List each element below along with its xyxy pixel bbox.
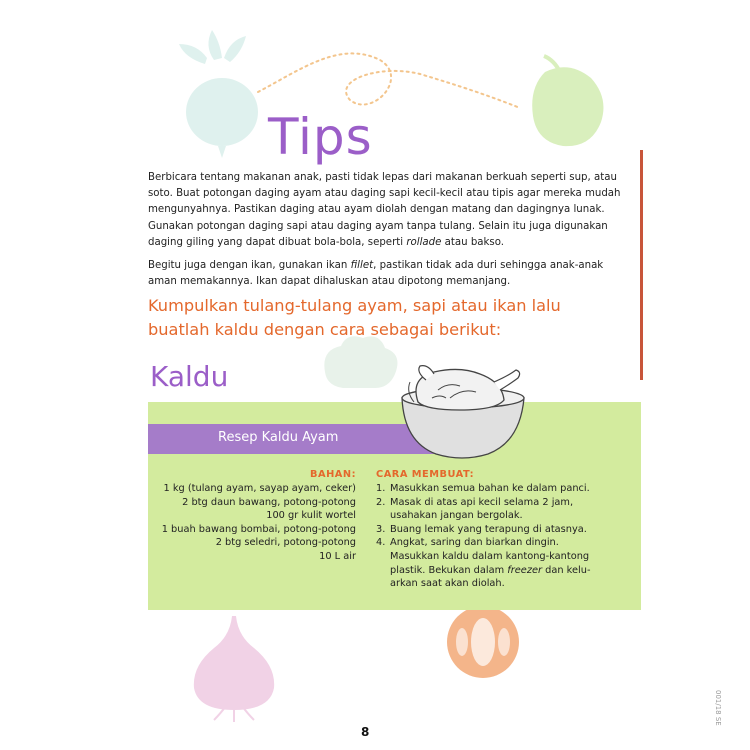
intro-text: [148, 170, 626, 297]
cara-step: 2. Masak di atas api kecil selama 2 jam, usahakan jangan bergolak.: [376, 496, 574, 522]
bahan-item: 100 gr kulit wortel: [266, 510, 356, 522]
bahan-list: [150, 482, 356, 564]
intro-paragraph-2: Begitu juga dengan ikan, gunakan ikan fillet, pastikan tidak ada duri sehingga anak-anak aman memakannya. Ikan dapat dihaluskan atau dipotong memanjang.: [148, 260, 604, 288]
cara-header: CARA MEMBUAT:: [376, 469, 475, 480]
section-title: Kaldu: [150, 360, 229, 393]
turnip-icon: [179, 30, 258, 158]
onion-icon: [194, 616, 274, 722]
chicken-bowl-icon: [398, 362, 528, 462]
intro-paragraph-1: Berbicara tentang makanan anak, pasti tidak lepas dari makanan berkuah seperti sup, atau soto. Buat potongan daging ayam atau daging sapi kecil-kecil atau tipis agar mereka mudah mengunyahnya. Pastikan daging atau ayam diolah dengan matang dan dagingnya lunak. Gunakan potongan daging sapi atau daging ayam tanpa tulang. Selain itu juga digunakan daging giling yang dapat dibuat bola-bola, seperti rollade atau bakso.: [148, 172, 621, 248]
print-code: 001/18 SE: [714, 690, 722, 726]
bahan-item: 1 kg (tulang ayam, sayap ayam, ceker): [163, 483, 356, 494]
lettuce-icon: [324, 336, 397, 388]
bahan-item: 2 btg daun bawang, potong-potong: [182, 496, 356, 508]
cara-step: 4. Angkat, saring dan biarkan dingin. Masukkan kaldu dalam kantong-kantong plastik. Bekukan dalam freezer dan kelu-arkan saat akan diolah.: [376, 537, 591, 590]
bell-pepper-icon: [532, 56, 603, 146]
recipe-title: Resep Kaldu Ayam: [218, 430, 339, 445]
dotted-swirl: [258, 53, 520, 108]
headline-line-1: Kumpulkan tulang-tulang ayam, sapi atau ikan lalu: [148, 296, 561, 315]
page-number: 8: [361, 725, 370, 739]
tomato-icon: [447, 606, 519, 678]
bahan-item: 1 buah bawang bombai, potong-potong: [161, 523, 356, 535]
cara-list: [376, 482, 606, 591]
headline: [148, 294, 628, 342]
bahan-item: 10 L air: [319, 550, 356, 562]
cara-step: 3. Buang lemak yang terapung di atasnya.: [376, 523, 587, 535]
bahan-header: BAHAN:: [310, 469, 356, 480]
headline-line-2: buatlah kaldu dengan cara sebagai berikut:: [148, 320, 502, 339]
cara-step: 1. Masukkan semua bahan ke dalam panci.: [376, 483, 590, 494]
bahan-item: 2 btg seledri, potong-potong: [215, 537, 356, 549]
page-edge-mark: [640, 150, 643, 380]
page-title: Tips: [268, 108, 373, 166]
